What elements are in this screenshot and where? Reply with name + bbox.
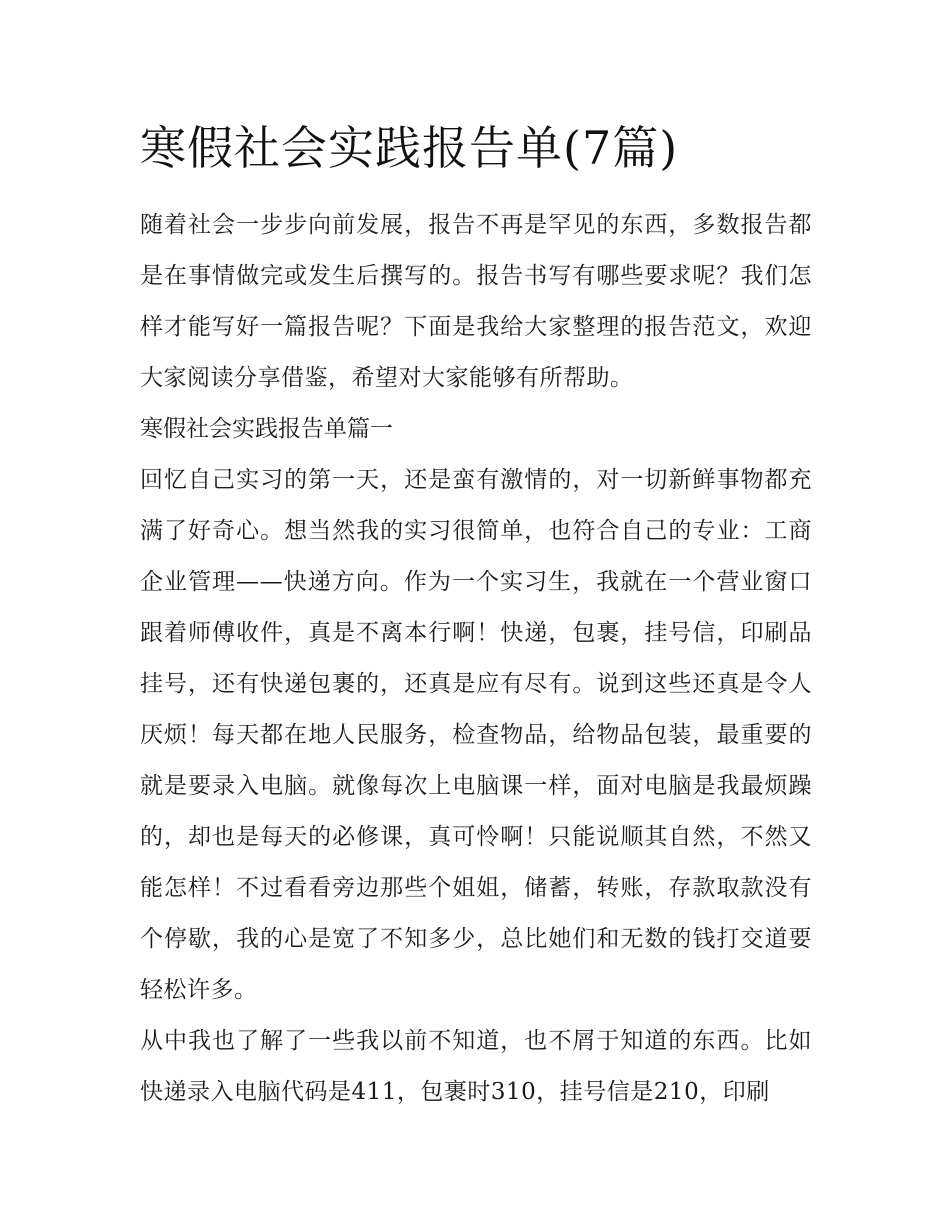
document-content xyxy=(140,118,812,1118)
document-title: 寒假社会实践报告单(7篇) xyxy=(140,121,679,175)
intro-paragraph: 随着社会一步步向前发展，报告不再是罕见的东西，多数报告都是在事情做完或发生后撰写的。报告书写有哪些要求呢？我们怎样才能写好一篇报告呢？下面是我给大家整理的报告范文，欢迎大家阅读分享借鉴，希望对大家能够有所帮助。 xyxy=(140,212,812,391)
body-paragraph-2: 从中我也了解了一些我以前不知道，也不屑于知道的东西。比如快递录入电脑代码是411，包裹时310，挂号信是210，印刷 xyxy=(140,1028,812,1105)
body-paragraph-1: 回忆自己实习的第一天，还是蛮有激情的，对一切新鲜事物都充满了好奇心。想当然我的实习很简单，也符合自己的专业：工商企业管理——快递方向。作为一个实习生，我就在一个营业窗口跟着师傅收件，真是不离本行啊！快递，包裹，挂号信，印刷品挂号，还有快递包裹的，还真是应有尽有。说到这些还真是令人厌烦！每天都在地人民服务，检查物品，给物品包装，最重要的就是要录入电脑。就像每次上电脑课一样，面对电脑是我最烦躁的，却也是每天的必修课，真可怜啊！只能说顺其自然，不然又能怎样！不过看看旁边那些个姐姐，储蓄，转账，存款取款没有个停歇，我的心是宽了不知多少，总比她们和无数的钱打交道要轻松许多。 xyxy=(140,467,812,1003)
section-heading: 寒假社会实践报告单篇一 xyxy=(140,416,393,442)
